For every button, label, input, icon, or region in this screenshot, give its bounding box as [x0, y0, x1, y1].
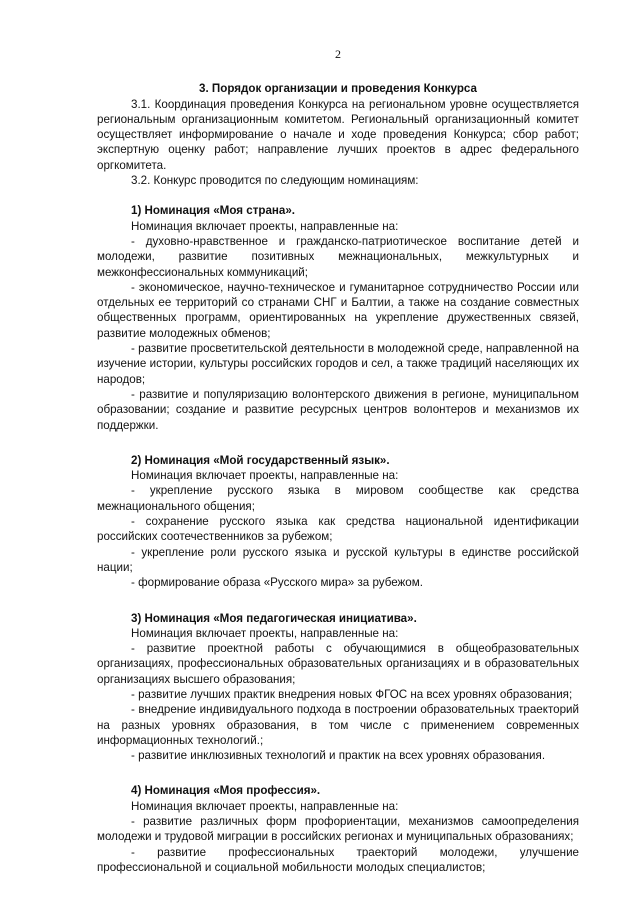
- nomination-2-item: - укрепление русского языка в мировом сообществе как средства межнационального общения;: [97, 484, 579, 513]
- nomination-3-title: 3) Номинация «Моя педагогическая инициатива».: [131, 611, 417, 625]
- nomination-2-intro: Номинация включает проекты, направленные на:: [131, 469, 399, 483]
- nomination-1-item: - экономическое, научно-техническое и гуманитарное сотрудничество России или отдельных ее территорий со странами СНГ и Балтии, а также на создание совместных общественных программ, ориентированных на укрепление дружественных связей, развитие молодежных обменов;: [97, 280, 579, 340]
- paragraph-3-1: 3.1. Координация проведения Конкурса на региональном уровне осуществляется региональным организационным комитетом. Региональный организационный комитет осуществляет информирование о начале и ходе проведения Конкурса; сбор работ; экспертную оценку работ; направление лучших проектов в адрес федерального оргкомитета.: [97, 97, 579, 172]
- nomination-1-item: - развитие и популяризацию волонтерского движения в регионе, муниципальном образовании; создание и развитие ресурсных центров волонтеров и механизмов их поддержки.: [97, 387, 579, 432]
- nomination-3-item: - внедрение индивидуального подхода в построении образовательных траекторий на разных уровнях образования, в том числе с применением современных информационных технологий.;: [97, 703, 579, 747]
- nomination-2-item: - формирование образа «Русского мира» за рубежом.: [131, 576, 423, 590]
- nomination-1-item: - развитие просветительской деятельности в молодежной среде, направленной на изучение истории, культуры российских городов и сел, а также традиций населяющих их народов;: [97, 342, 579, 386]
- nomination-4-intro: Номинация включает проекты, направленные на:: [131, 799, 399, 813]
- nomination-4-title: 4) Номинация «Моя профессия».: [131, 784, 321, 798]
- section-title: 3. Порядок организации и проведения Конкурса: [199, 82, 477, 96]
- nomination-3-item: - развитие инклюзивных технологий и практик на всех уровнях образования.: [131, 749, 546, 763]
- nomination-1-item: - духовно-нравственное и гражданско-патриотическое воспитание детей и молодежи, развитие позитивных межнациональных, межкультурных и межконфессиональных коммуникаций;: [97, 234, 579, 279]
- page-number: 2: [335, 47, 341, 61]
- nomination-1-title: 1) Номинация «Моя страна».: [131, 204, 296, 218]
- nomination-2-item: - укрепление роли русского языка и русской культуры в единстве российской нации;: [97, 545, 579, 574]
- nomination-4-item: - развитие профессиональных траекторий молодежи, улучшение профессиональной и социальной мобильности молодых специалистов;: [97, 845, 579, 874]
- nomination-3-item: - развитие проектной работы с обучающимися в общеобразовательных организациях, профессиональных образовательных организациях и в образовательных организациях высшего образования;: [97, 642, 579, 686]
- nomination-1-intro: Номинация включает проекты, направленные на:: [131, 219, 399, 233]
- nomination-4-item: - развитие различных форм профориентации, механизмов самоопределения молодежи и трудовой миграции в российских регионах и муниципальных образованиях;: [97, 815, 579, 844]
- paragraph-3-2: 3.2. Конкурс проводится по следующим номинациям:: [131, 174, 419, 188]
- nomination-3-intro: Номинация включает проекты, направленные на:: [131, 626, 399, 640]
- nomination-2-item: - сохранение русского языка как средства национальной идентификации российских соотечественников за рубежом;: [97, 515, 579, 544]
- nomination-3-item: - развитие лучших практик внедрения новых ФГОС на всех уровнях образования;: [131, 687, 573, 701]
- nomination-2-title: 2) Номинация «Мой государственный язык».: [131, 453, 390, 467]
